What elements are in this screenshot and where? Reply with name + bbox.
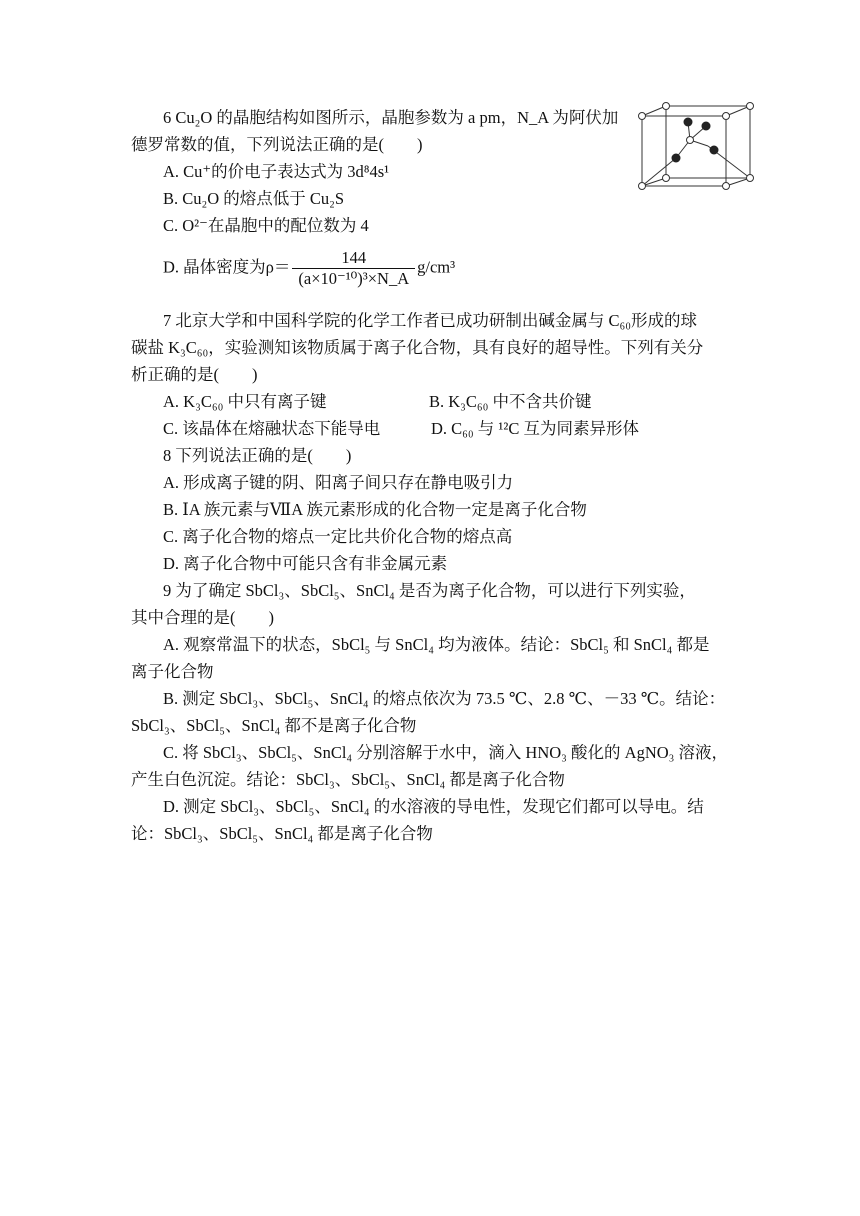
q8-option-d: D. 离子化合物中可能只含有非金属元素 xyxy=(163,554,448,573)
q9-stem-line-1: 9 为了确定 SbCl₃、SbCl₅、SnCl₄ 是否为离子化合物，可以进行下列实验， xyxy=(163,581,696,600)
q7-stem-line-2: 碳盐 K₃C₆₀，实验测知该物质属于离子化合物，具有良好的超导性。下列有关分 xyxy=(131,338,704,357)
q6-stem-line-2: 德罗常数的值，下列说法正确的是( ) xyxy=(131,135,423,154)
q6-option-d xyxy=(163,248,455,289)
q6-option-c: C. O²⁻在晶胞中的配位数为 4 xyxy=(163,216,369,235)
q7-option-b: B. K₃C₆₀ 中不含共价键 xyxy=(429,392,592,411)
density-unit: g/cm³ xyxy=(417,257,456,277)
q8-option-c: C. 离子化合物的熔点一定比共价化合物的熔点高 xyxy=(163,527,513,546)
q9-option-a-line-2: 离子化合物 xyxy=(131,662,214,681)
q9-option-d-line-1: D. 测定 SbCl₃、SbCl₅、SnCl₄ 的水溶液的导电性，发现它们都可以导电。结 xyxy=(163,797,704,816)
q8-stem: 8 下列说法正确的是( ) xyxy=(163,446,352,465)
cu2o-unit-cell-diagram xyxy=(636,100,768,192)
q9-option-a-line-1: A. 观察常温下的状态，SbCl₅ 与 SnCl₄ 均为液体。结论：SbCl₅ 和 SnCl₄ 都是 xyxy=(163,635,710,654)
q7-option-d: D. C₆₀ 与 ¹²C 互为同素异形体 xyxy=(431,419,639,438)
fraction-denominator: (a×10⁻¹⁰)³×N_A xyxy=(298,269,410,288)
q6-stem-line-1: 6 Cu₂O 的晶胞结构如图所示，晶胞参数为 a pm，N_A 为阿伏加 xyxy=(163,108,619,127)
fraction-numerator: 144 xyxy=(292,248,415,269)
q8-option-a: A. 形成离子键的阴、阳离子间只存在静电吸引力 xyxy=(163,473,514,492)
q7-stem-line-3: 析正确的是( ) xyxy=(131,365,258,384)
q7-option-c: C. 该晶体在熔融状态下能导电 xyxy=(163,419,381,438)
q9-stem-line-2: 其中合理的是( ) xyxy=(131,608,274,627)
density-fraction xyxy=(292,248,415,289)
q9-option-d-line-2: 论：SbCl₃、SbCl₅、SnCl₄ 都是离子化合物 xyxy=(131,824,433,843)
q9-option-c-line-1: C. 将 SbCl₃、SbCl₅、SnCl₄ 分别溶解于水中，滴入 HNO₃ 酸化的 AgNO₃ 溶液， xyxy=(163,743,729,762)
q9-option-b-line-1: B. 测定 SbCl₃、SbCl₅、SnCl₄ 的熔点依次为 73.5 ℃、2.8 ℃、－33 ℃。结论： xyxy=(163,689,726,708)
q6-option-d-prefix: D. 晶体密度为ρ＝ xyxy=(163,257,291,277)
q7-stem-line-1: 7 北京大学和中国科学院的化学工作者已成功研制出碱金属与 C₆₀形成的球 xyxy=(163,311,698,330)
q6-option-b: B. Cu₂O 的熔点低于 Cu₂S xyxy=(163,189,345,208)
q7-option-a: A. K₃C₆₀ 中只有离子键 xyxy=(163,392,327,411)
q8-option-b: B. ⅠA 族元素与ⅦA 族元素形成的化合物一定是离子化合物 xyxy=(163,500,587,519)
q6-option-a: A. Cu⁺的价电子表达式为 3d⁸4s¹ xyxy=(163,162,390,181)
q9-option-c-line-2: 产生白色沉淀。结论：SbCl₃、SbCl₅、SnCl₄ 都是离子化合物 xyxy=(131,770,565,789)
q9-option-b-line-2: SbCl₃、SbCl₅、SnCl₄ 都不是离子化合物 xyxy=(131,716,417,735)
